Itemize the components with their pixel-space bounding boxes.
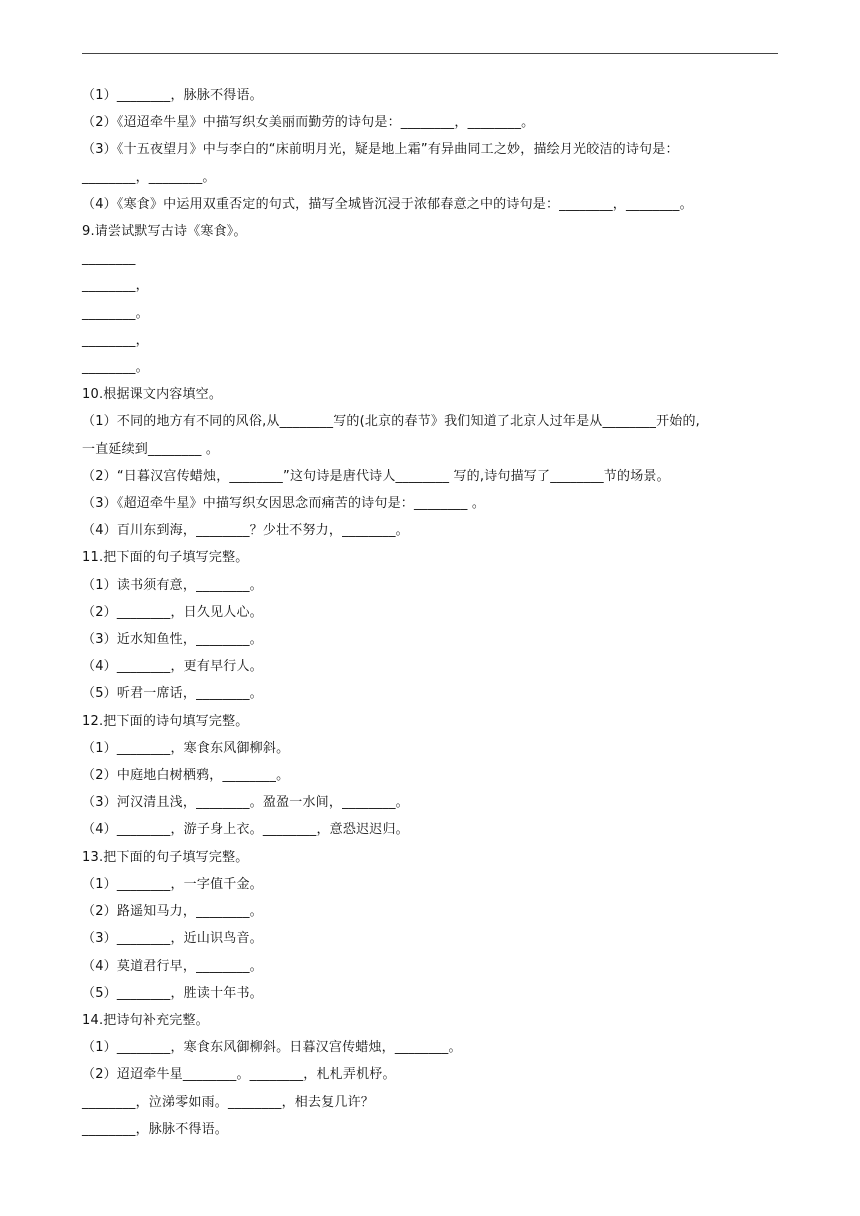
q13-item-1: （1）________，一字值千金。 [82, 876, 263, 892]
q11-item-3: （3）近水知鱼性，________。 [82, 632, 263, 648]
q8-item-3-cont: ________，________。 [82, 169, 216, 185]
q12-item-2: （2）中庭地白树栖鸦，________。 [82, 768, 290, 784]
q10-item-4: （4）百川东到海，________？少壮不努力，________。 [82, 523, 409, 539]
q8-item-2: （2）《迢迢牵牛星》中描写织女美丽而勤劳的诗句是：________，________。 [82, 115, 535, 131]
q8-item-3: （3）《十五夜望月》中与李白的“床前明月光，疑是地上霜”有异曲同工之妙，描绘月光皎洁的诗句是： [82, 142, 679, 158]
q9-heading: 9.请尝试默写古诗《寒食》。 [82, 224, 247, 240]
q9-blank-3: ________。 [82, 305, 149, 321]
q11-item-4: （4）________，更有早行人。 [82, 659, 263, 675]
q13-item-3: （3）________，近山识鸟音。 [82, 931, 263, 947]
q14-item-2-cont-1: ________，泣涕零如雨。________，相去复几许？ [82, 1094, 375, 1110]
q10-item-1: （1）不同的地方有不同的风俗,从________写的(北京的春节》我们知道了北京人过年是从________开始的, [82, 414, 701, 430]
q11-item-1: （1）读书须有意，________。 [82, 577, 263, 593]
q10-heading: 10.根据课文内容填空。 [82, 387, 223, 403]
q14-item-2-cont-2: ________，脉脉不得语。 [82, 1121, 229, 1137]
q11-heading: 11.把下面的句子填写完整。 [82, 550, 249, 566]
q12-item-1: （1）________，寒食东风御柳斜。 [82, 740, 290, 756]
q13-item-2: （2）路遥知马力，________。 [82, 904, 263, 920]
q14-heading: 14.把诗句补充完整。 [82, 1012, 209, 1028]
q13-item-4: （4）莫道君行早，________。 [82, 958, 263, 974]
q9-blank-1: ________ [82, 251, 136, 267]
q11-item-5: （5）听君一席话，________。 [82, 686, 263, 702]
q10-item-3: （3）《超迢牵牛星》中描写织女因思念而痛苦的诗句是：________ 。 [82, 496, 486, 512]
q13-item-5: （5）________，胜读十年书。 [82, 985, 263, 1001]
q8-item-1: （1）________，脉脉不得语。 [82, 88, 263, 103]
q13-heading: 13.把下面的句子填写完整。 [82, 849, 249, 865]
q9-blank-5: ________。 [82, 360, 149, 376]
q9-blank-2: ________， [82, 278, 149, 294]
q12-item-3: （3）河汉清且浅，________。盈盈一水间，________。 [82, 795, 409, 811]
q14-item-2: （2）迢迢牵牛星________。________，札札弄机杼。 [82, 1067, 396, 1083]
q14-item-1: （1）________，寒食东风御柳斜。日暮汉宫传蜡烛，________。 [82, 1040, 462, 1056]
header-rule [82, 53, 778, 54]
q12-item-4: （4）________，游子身上衣。________，意恐迟迟归。 [82, 822, 409, 838]
q11-item-2: （2）________，日久见人心。 [82, 604, 263, 620]
q10-item-1-cont: 一直延续到________ 。 [82, 441, 220, 457]
worksheet-body [82, 82, 782, 1143]
q8-item-4: （4）《寒食》中运用双重否定的句式，描写全城皆沉浸于浓郁春意之中的诗句是：________，________。 [82, 196, 693, 212]
q9-blank-4: ________， [82, 332, 149, 348]
q10-item-2: （2）“日暮汉宫传蜡烛，________”这句诗是唐代诗人________ 写的,诗句描写了________节的场景。 [82, 468, 670, 484]
q12-heading: 12.把下面的诗句填写完整。 [82, 713, 249, 729]
